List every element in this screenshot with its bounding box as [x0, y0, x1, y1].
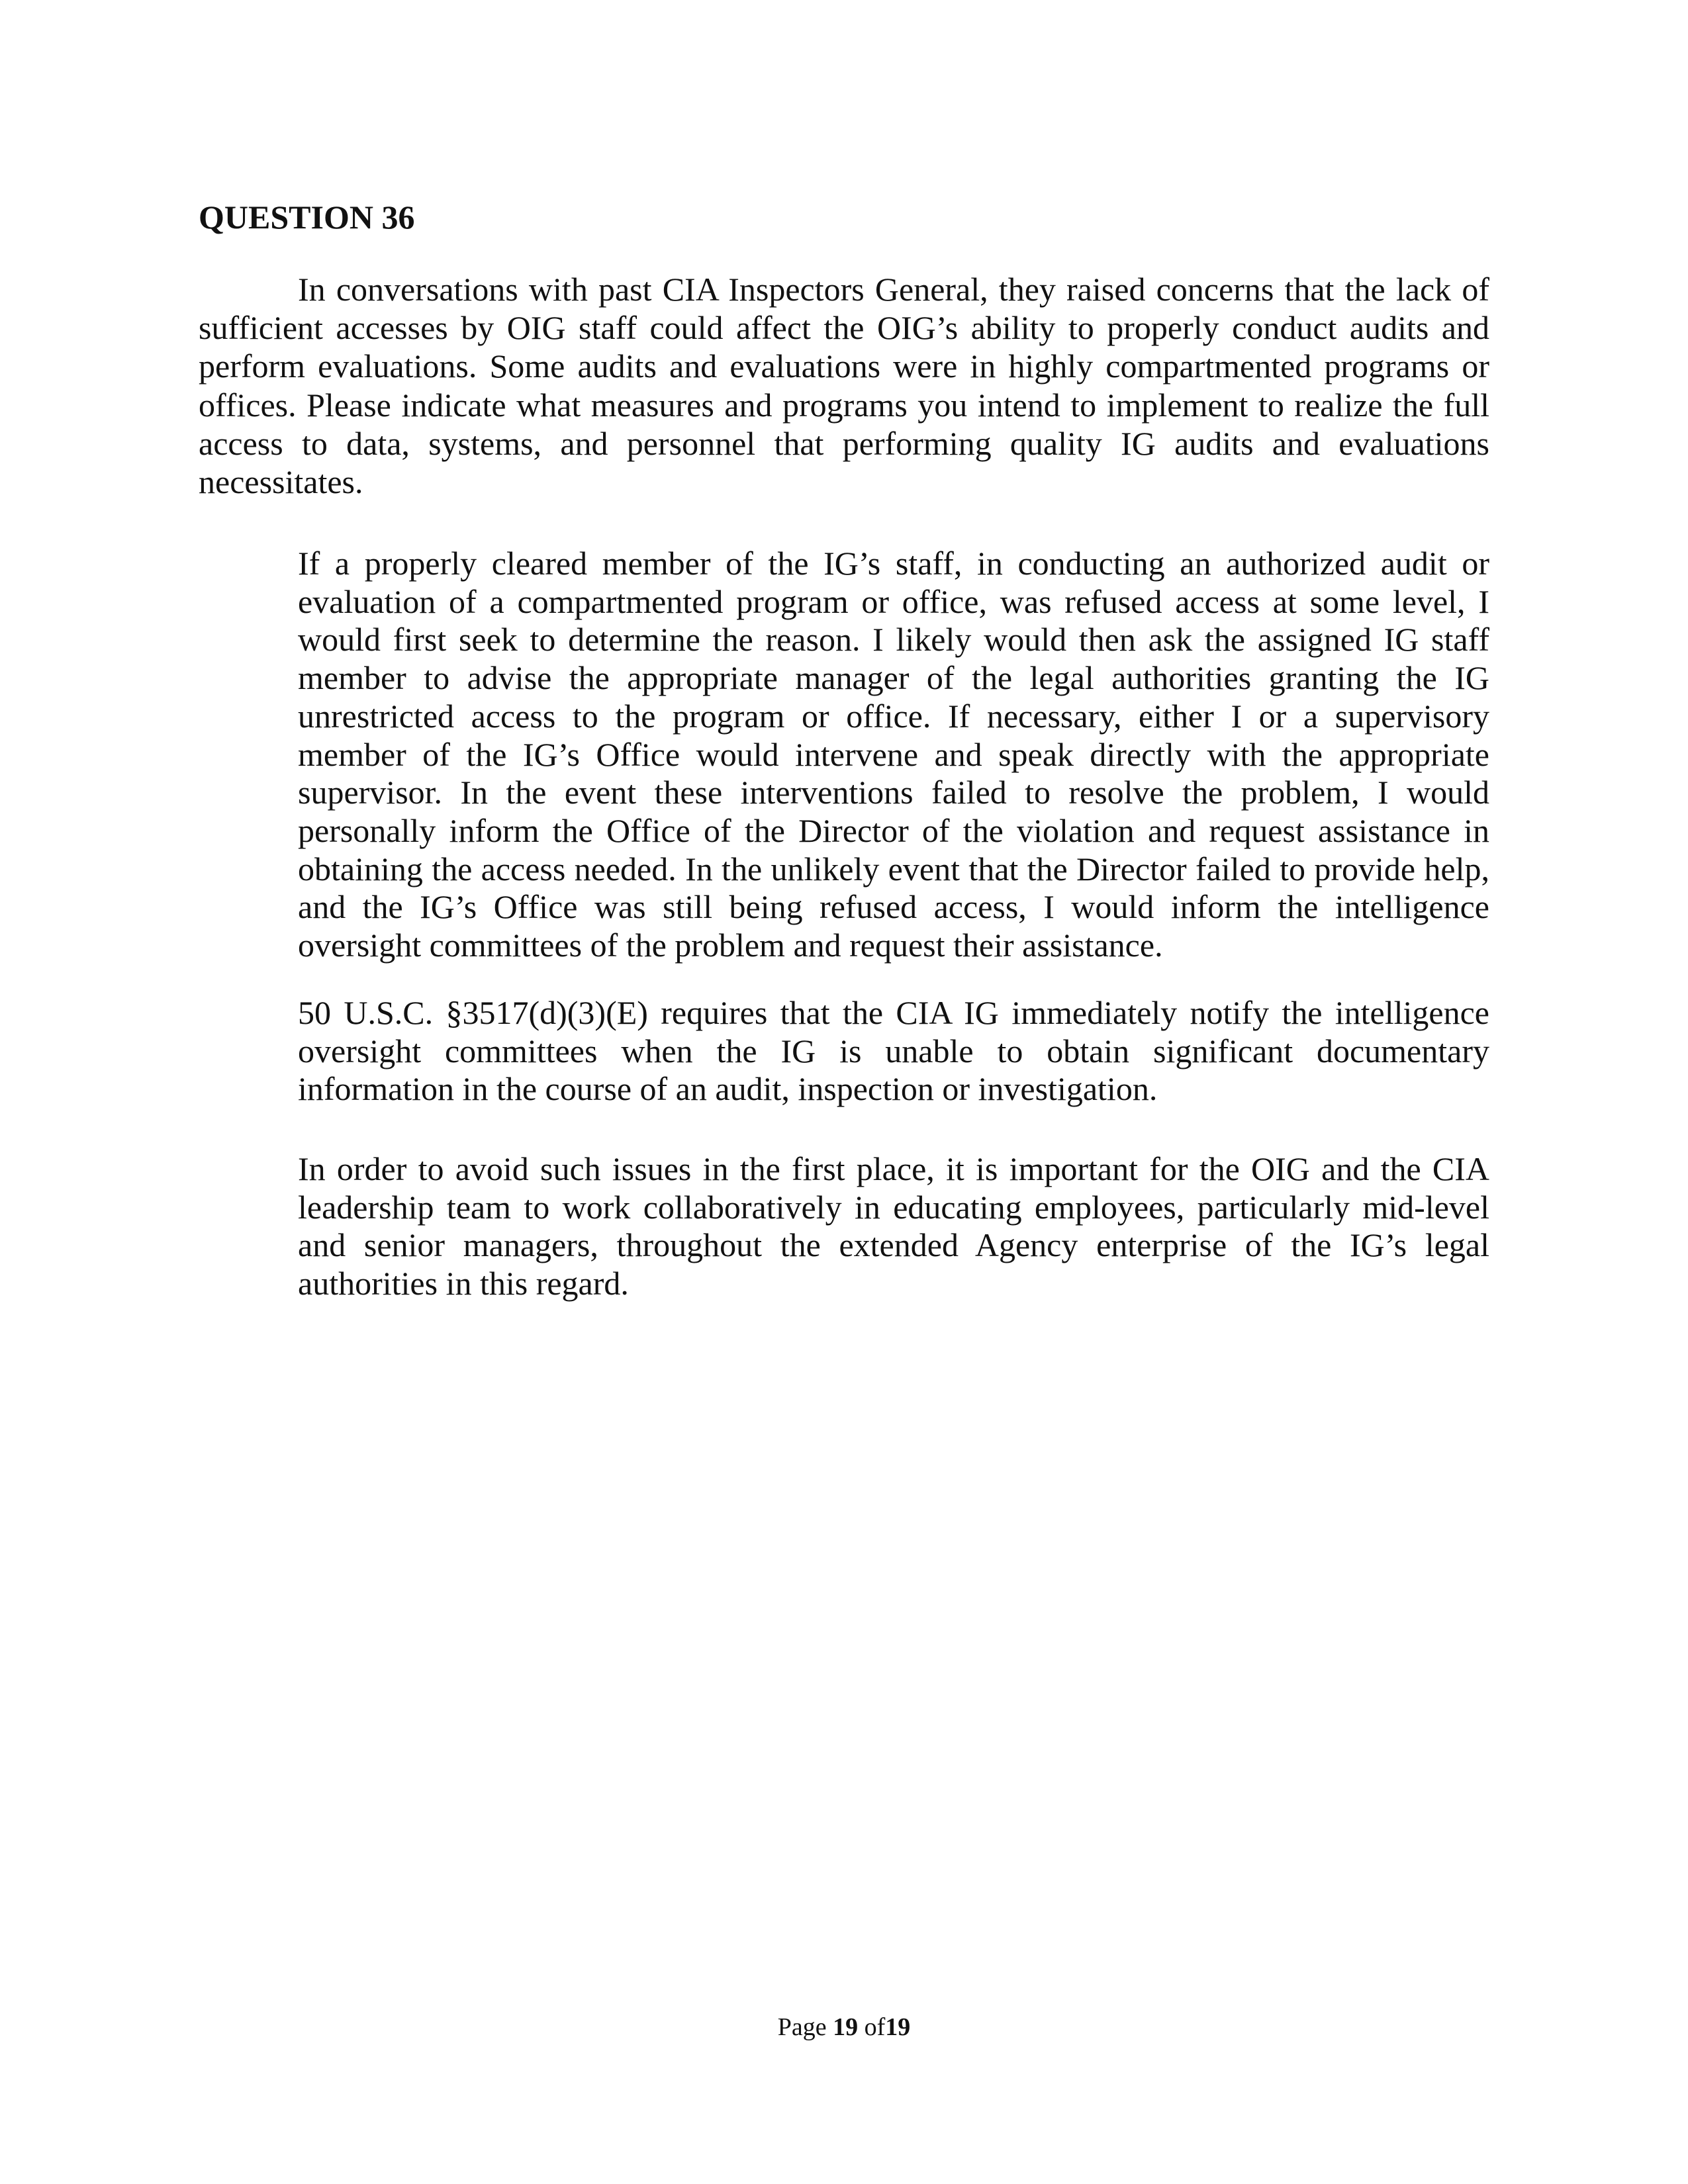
current-page-number: 19: [833, 2013, 859, 2041]
question-text: In conversations with past CIA Inspectors General, they raised concerns that the lack of sufficient accesses by OIG staff could affect the OIG’s ability to properly conduct audits and perform evaluations. Some audits and evaluations were in highly compartmented programs or offices. Please indicate what measures and programs you intend to implement to realize the full access to data, systems, and personnel that performing quality IG audits and evaluations necessitates.: [199, 271, 1489, 501]
total-page-count: 19: [885, 2013, 911, 2041]
page-label: Page: [777, 2013, 827, 2041]
page-of-label: of: [864, 2013, 886, 2041]
page-number-footer: [0, 2012, 1688, 2042]
question-heading: QUESTION 36: [199, 199, 415, 236]
answer-paragraph-2: 50 U.S.C. §3517(d)(3)(E) requires that the CIA IG immediately notify the intelligence oversight committees when the IG is unable to obtain significant documentary information in the course of an audit, inspection or investigation.: [298, 994, 1489, 1108]
answer-paragraph-3: In order to avoid such issues in the first place, it is important for the OIG and the CIA leadership team to work collaboratively in educating employees, particularly mid-level and senior managers, throughout the extended Agency enterprise of the IG’s legal authorities in this regard.: [298, 1150, 1489, 1302]
answer-paragraph-1: If a properly cleared member of the IG’s staff, in conducting an authorized audit or evaluation of a compartmented program or office, was refused access at some level, I would first seek to determine the reason. I likely would then ask the assigned IG staff member to advise the appropriate manager of the legal authorities granting the IG unrestricted access to the program or office. If necessary, either I or a supervisory member of the IG’s Office would intervene and speak directly with the appropriate supervisor. In the event these interventions failed to resolve the problem, I would personally inform the Office of the Director of the violation and request assistance in obtaining the access needed. In the unlikely event that the Director failed to provide help, and the IG’s Office was still being refused access, I would inform the intelligence oversight committees of the problem and request their assistance.: [298, 545, 1489, 964]
